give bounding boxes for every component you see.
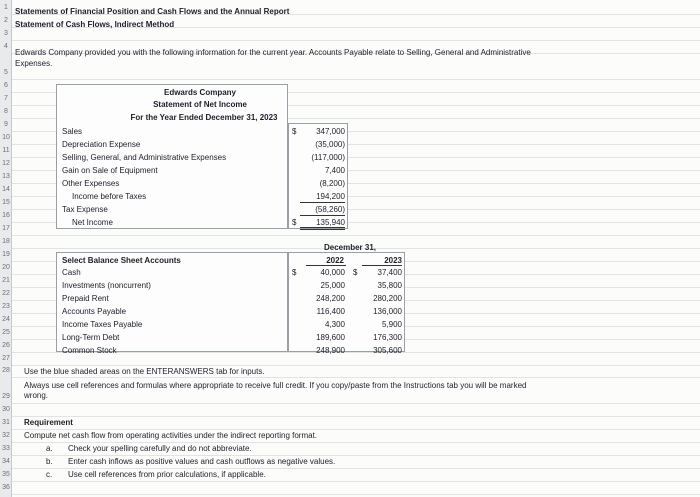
row-number[interactable]: 10 [2,134,10,141]
requirement-item-text[interactable]: Check your spelling carefully and do not abbreviate. [68,444,252,453]
balance-sheet-row-label[interactable]: Long-Term Debt [62,333,120,342]
intro-text-line2[interactable]: Expenses. [15,59,53,68]
year-underline-2023 [362,265,402,266]
net-income-double-underline [300,227,345,230]
row-number[interactable]: 25 [2,329,10,336]
balance-sheet-value-2023[interactable]: 5,900 [381,320,402,329]
row-gridline [12,416,700,417]
income-statement-row-value[interactable]: (35,000) [315,140,345,149]
income-statement-row-value[interactable]: 135,940 [316,218,345,227]
income-statement-row-label[interactable]: Gain on Sale of Equipment [62,166,158,175]
row-number[interactable]: 32 [2,432,10,439]
requirement-item-letter[interactable]: c. [46,470,53,479]
balance-sheet-value-2022[interactable]: 248,900 [316,346,345,355]
row-number[interactable]: 35 [2,471,10,478]
row-number[interactable]: 33 [2,445,10,452]
balance-sheet-value-2022[interactable]: 4,300 [324,320,345,329]
row-number[interactable]: 5 [4,69,8,76]
balance-sheet-value-2023[interactable]: 280,200 [373,294,402,303]
balance-sheet-row-label[interactable]: Cash [62,268,81,277]
balance-sheet-value-2023[interactable]: 136,000 [373,307,402,316]
year-underline-2022 [306,265,346,266]
row-number[interactable]: 24 [2,316,10,323]
row-number[interactable]: 36 [2,484,10,491]
row-gridline [12,40,700,41]
income-statement-row-value[interactable]: 347,000 [316,127,345,136]
row-number[interactable]: 17 [2,225,10,232]
row-number[interactable]: 13 [2,173,10,180]
income-statement-row-label[interactable]: Other Expenses [62,179,120,188]
intro-text-line1[interactable]: Edwards Company provided you with the following information for the current year. Accounts Payable relate to Selling, General and Administrative [15,48,531,57]
balance-sheet-value-2022[interactable]: 248,200 [316,294,345,303]
balance-sheet-value-2023[interactable]: 176,300 [373,333,402,342]
balance-sheet-value-2023[interactable]: 305,600 [373,346,402,355]
income-statement-title[interactable]: Statement of Net Income [153,100,247,109]
row-number[interactable]: 15 [2,199,10,206]
requirement-text[interactable]: Compute net cash flow from operating activities under the indirect reporting format. [24,431,318,440]
income-statement-row-label[interactable]: Selling, General, and Administrative Expenses [62,153,227,162]
balance-sheet-year-2023[interactable]: 2023 [384,256,402,265]
income-statement-row-value[interactable]: (8,200) [319,179,345,188]
sheet-subtitle[interactable]: Statement of Cash Flows, Indirect Method [15,20,175,29]
currency-symbol[interactable]: $ [292,268,297,277]
row-number[interactable]: 22 [2,290,10,297]
balance-sheet-value-2023[interactable]: 35,800 [377,281,402,290]
row-number[interactable]: 27 [2,355,10,362]
requirement-item-text[interactable]: Use cell references from prior calculations, if applicable. [68,470,266,479]
instructions-line2[interactable]: Always use cell references and formulas where appropriate to receive full credit. If you copy/paste from the Instructions tab you will be marked [24,381,527,390]
row-number[interactable]: 20 [2,264,10,271]
row-number[interactable]: 7 [4,95,8,102]
requirement-item-letter[interactable]: b. [46,457,53,466]
row-gridline [12,235,700,236]
balance-sheet-value-2022[interactable]: 189,600 [316,333,345,342]
balance-sheet-heading[interactable]: December 31, [323,243,377,252]
income-statement-row-label[interactable]: Income before Taxes [72,192,147,201]
instructions-line3[interactable]: wrong. [24,391,49,400]
requirement-item-letter[interactable]: a. [46,444,53,453]
row-gridline [12,403,700,404]
row-number[interactable]: 8 [4,108,8,115]
row-number[interactable]: 28 [2,367,10,374]
tax-underline [300,215,345,216]
balance-sheet-value-2022[interactable]: 116,400 [316,307,345,316]
sheet-title[interactable]: Statements of Financial Position and Cash Flows and the Annual Report [15,7,290,16]
requirement-item-text[interactable]: Enter cash inflows as positive values and cash outflows as negative values. [68,457,336,466]
balance-sheet-value-2022[interactable]: 25,000 [320,281,345,290]
row-number[interactable]: 34 [2,458,10,465]
row-header-column [0,0,12,497]
instructions-line1[interactable]: Use the blue shaded areas on the ENTERANSWERS tab for inputs. [24,367,265,376]
row-number[interactable]: 31 [2,419,10,426]
row-number[interactable]: 23 [2,303,10,310]
row-number[interactable]: 3 [4,30,8,37]
row-number[interactable]: 4 [4,43,8,50]
row-number[interactable]: 6 [4,82,8,89]
currency-symbol[interactable]: $ [292,127,297,136]
balance-sheet-row-label[interactable]: Accounts Payable [62,307,127,316]
row-number[interactable]: 16 [2,212,10,219]
income-statement-row-label[interactable]: Sales [62,127,83,136]
balance-sheet-row-label[interactable]: Common Stock [62,346,117,355]
row-number[interactable]: 9 [4,121,8,128]
currency-symbol[interactable]: $ [292,218,297,227]
row-number[interactable]: 2 [4,17,8,24]
subtotal-underline [300,202,345,203]
row-number[interactable]: 26 [2,342,10,349]
balance-sheet-row-label[interactable]: Investments (noncurrent) [62,281,151,290]
balance-sheet-year-2022[interactable]: 2022 [326,256,344,265]
balance-sheet-row-label[interactable]: Income Taxes Payable [62,320,143,329]
row-gridline [12,377,700,378]
balance-sheet-value-2023[interactable]: 37,400 [377,268,402,277]
row-number[interactable]: 19 [2,251,10,258]
requirement-heading[interactable]: Requirement [24,418,73,427]
income-statement-row-value[interactable]: 7,400 [324,166,345,175]
row-number[interactable]: 29 [2,393,10,400]
income-statement-row-value[interactable]: 194,200 [316,192,345,201]
row-number[interactable]: 30 [2,406,10,413]
income-statement-row-label[interactable]: Net Income [72,218,113,227]
income-statement-company[interactable]: Edwards Company [163,88,236,97]
row-number[interactable]: 14 [2,186,10,193]
row-number[interactable]: 11 [2,147,10,154]
row-gridline [12,79,700,80]
row-number[interactable]: 21 [2,277,10,284]
row-number[interactable]: 18 [2,238,10,245]
income-statement-row-label[interactable]: Depreciation Expense [62,140,141,149]
row-number[interactable]: 12 [2,160,10,167]
balance-sheet-label[interactable]: Select Balance Sheet Accounts [62,256,181,265]
balance-sheet-row-label[interactable]: Prepaid Rent [62,294,109,303]
income-statement-period[interactable]: For the Year Ended December 31, 2023 [130,113,278,122]
row-gridline [12,494,700,495]
row-gridline [12,481,700,482]
income-statement-row-value[interactable]: (58,260) [315,205,345,214]
row-number[interactable]: 1 [4,4,8,11]
income-statement-row-label[interactable]: Tax Expense [62,205,108,214]
balance-sheet-value-2022[interactable]: 40,000 [320,268,345,277]
income-statement-row-value[interactable]: (117,000) [311,153,345,162]
currency-symbol[interactable]: $ [353,268,358,277]
